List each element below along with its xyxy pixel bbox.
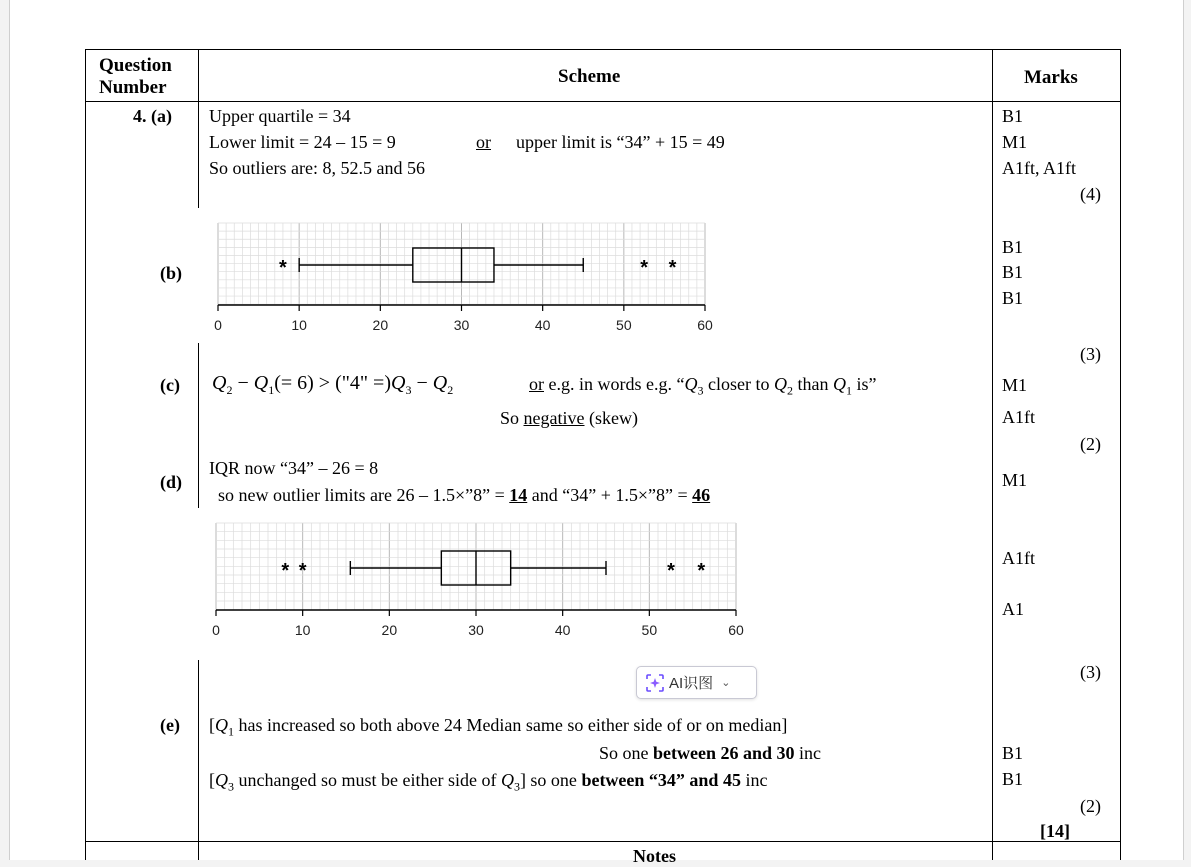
part-d-label: (d) [160, 472, 182, 492]
outlier-marker: * [281, 560, 290, 582]
table-right-border [1120, 49, 1121, 860]
part-a-line2-left: Lower limit = 24 – 15 = 9 [209, 132, 396, 152]
part-d-line1: IQR now “34” – 26 = 8 [209, 458, 379, 478]
part-e-line1: [$Q_1$ has increased so both above 24 Median same so either side of or on median] [209, 715, 788, 739]
part-e-line2: So one between 26 and 30 inc [599, 743, 822, 763]
x-tick-label: 40 [534, 317, 551, 333]
sparkle-scan-icon [645, 673, 665, 693]
part-d-mark-2: A1ft [1002, 548, 1035, 568]
x-tick-label: 60 [728, 622, 744, 638]
table-left-border [85, 49, 86, 860]
box-plot-d-marks [212, 551, 744, 638]
part-a-mark-2: M1 [1002, 132, 1028, 152]
part-a-line2-or: or [476, 132, 491, 152]
part-e-line3: [$Q_3$ unchanged so must be either side of $Q_3$] so one between “34” and 45 inc [209, 770, 768, 794]
x-tick-label: 0 [212, 622, 220, 638]
outlier-marker: * [298, 560, 307, 582]
header-question-number: Question Number [99, 55, 172, 98]
part-c-label: (c) [160, 375, 180, 395]
header-scheme: Scheme [558, 66, 621, 87]
part-a-total: (4) [1080, 184, 1101, 204]
part-c-mark-2: A1ft [1002, 407, 1035, 427]
part-a-mark-1: B1 [1002, 106, 1024, 126]
table-top-border [85, 49, 1121, 50]
outlier-marker: * [668, 257, 677, 279]
header-marks: Marks [1024, 67, 1078, 88]
x-tick-label: 20 [381, 622, 398, 638]
part-b-mark-2: B1 [1002, 262, 1024, 282]
outlier-marker: * [697, 560, 706, 582]
part-e-label: (e) [160, 715, 180, 735]
column-divider-scheme [198, 49, 199, 208]
x-tick-label: 30 [453, 317, 470, 333]
outlier-marker: * [279, 257, 287, 279]
part-d-mark-1: M1 [1002, 470, 1028, 490]
x-tick-label: 20 [372, 317, 389, 333]
x-tick-label: 50 [616, 317, 632, 333]
part-e-mark-1: B1 [1002, 743, 1024, 763]
x-tick-label: 10 [291, 317, 307, 333]
outlier-marker: * [640, 257, 649, 279]
part-c-conclusion: So negative (skew) [500, 408, 638, 428]
part-a-label: 4. (a) [133, 106, 172, 126]
part-a-mark-3: A1ft, A1ft [1002, 158, 1076, 178]
part-d-line2: so new outlier limits are 26 – 1.5×”8” = 14 and “34” + 1.5×”8” = 46 [218, 485, 711, 505]
ai-button-label: AI识图 [669, 675, 714, 692]
x-tick-label: 0 [214, 317, 222, 333]
part-a-line2-right: upper limit is “34” + 15 = 49 [516, 132, 725, 152]
part-b-mark-3: B1 [1002, 288, 1024, 308]
box-plot-d [206, 520, 746, 650]
part-d-total: (3) [1080, 662, 1101, 682]
notes-heading: Notes [633, 846, 676, 866]
x-tick-label: 10 [294, 622, 311, 638]
x-tick-label: 40 [554, 622, 571, 638]
column-divider-scheme [198, 343, 199, 508]
box-plot-b [208, 218, 718, 340]
part-c-words: or e.g. in words e.g. “$Q_3$ closer to $Q_2$ than $Q_1$ is” [529, 374, 877, 398]
box-plot-b-marks [214, 248, 713, 333]
part-d-mark-3: A1 [1002, 599, 1024, 619]
part-b-mark-1: B1 [1002, 237, 1024, 257]
part-c-mark-1: M1 [1002, 375, 1028, 395]
x-tick-label: 60 [697, 317, 713, 333]
ai-image-recognition-button[interactable] [636, 666, 757, 699]
part-e-mark-2: B1 [1002, 769, 1024, 789]
grand-total: [14] [1040, 821, 1070, 841]
column-divider-marks [992, 49, 993, 860]
part-a-line3: So outliers are: 8, 52.5 and 56 [209, 158, 425, 178]
part-a-line1: Upper quartile = 34 [209, 106, 351, 126]
x-tick-label: 50 [641, 622, 658, 638]
header-divider [85, 101, 1121, 102]
notes-divider [85, 841, 1121, 842]
part-b-label: (b) [160, 263, 182, 283]
part-b-total: (3) [1080, 344, 1101, 364]
part-e-total: (2) [1080, 796, 1101, 816]
chevron-down-icon: ⌄ [721, 677, 731, 689]
part-c-total: (2) [1080, 434, 1101, 454]
outlier-marker: * [667, 560, 675, 582]
x-tick-label: 30 [468, 622, 484, 638]
column-divider-scheme [198, 660, 199, 860]
part-c-formula: $Q_2 - Q_1(= 6)$ > ("4" $=)Q_3 - Q_2$ [212, 372, 454, 397]
